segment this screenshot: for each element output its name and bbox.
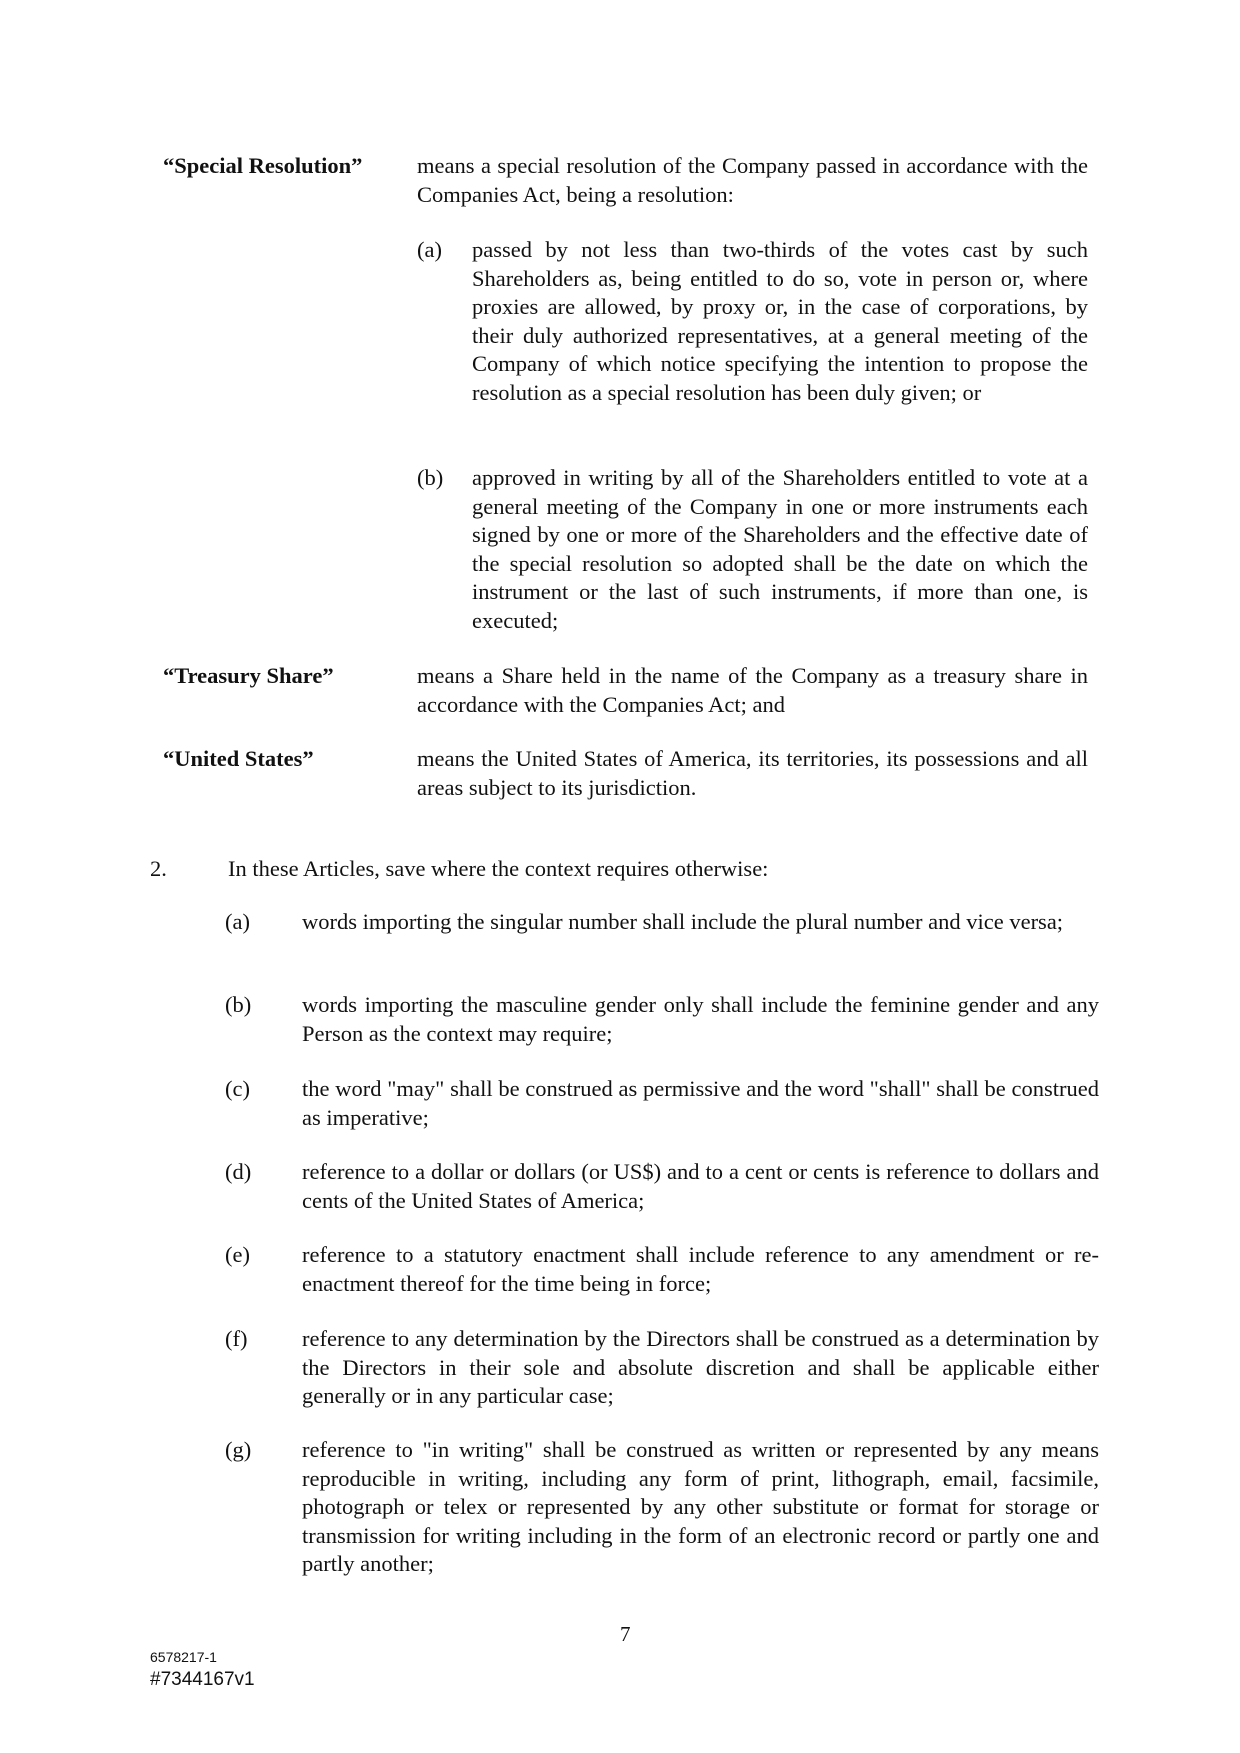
clause-item-text: reference to "in writing" shall be construed as written or represented by any means reproducible in writing, including any form of print, lithograph, email, facsimile, photograph or telex or represented by any other substitute or format for storage or transmission for writing including in the form of an electronic record or partly one and partly another; bbox=[302, 1437, 1099, 1577]
definition-term: “Special Resolution” bbox=[163, 153, 363, 178]
definition-text: means the United States of America, its territories, its possessions and all areas subject to its jurisdiction. bbox=[417, 746, 1088, 800]
sub-item-label: (a) bbox=[417, 237, 442, 262]
clause-item-label: (f) bbox=[225, 1326, 248, 1351]
definition-text: means a Share held in the name of the Company as a treasury share in accordance with the Companies Act; and bbox=[417, 663, 1088, 717]
definition-term: “Treasury Share” bbox=[163, 663, 334, 688]
clause-item-label: (d) bbox=[225, 1159, 252, 1184]
document-id: 6578217-1 bbox=[150, 1649, 217, 1665]
sub-item-text: approved in writing by all of the Shareholders entitled to vote at a general meeting of the Company in one or more instruments each signed by one or more of the Shareholders and the effective date of the special resolution so adopted shall be the date on which the instrument or the last of such instruments, if more than one, is executed; bbox=[472, 465, 1088, 633]
clause-number: 2. bbox=[150, 856, 167, 881]
document-version: #7344167v1 bbox=[150, 1669, 255, 1690]
definition-text: means a special resolution of the Company passed in accordance with the Companies Act, being a resolution: bbox=[417, 153, 1088, 207]
clause-item-text: reference to a statutory enactment shall include reference to any amendment or re-enactment thereof for the time being in force; bbox=[302, 1242, 1099, 1296]
clause-item-text: words importing the singular number shall include the plural number and vice versa; bbox=[302, 909, 1064, 934]
clause-item-text: the word "may" shall be construed as permissive and the word "shall" shall be construed as imperative; bbox=[302, 1076, 1099, 1130]
clause-intro: In these Articles, save where the context requires otherwise: bbox=[228, 856, 769, 881]
sub-item-label: (b) bbox=[417, 465, 444, 490]
clause-item-label: (a) bbox=[225, 909, 250, 934]
sub-item-text: passed by not less than two-thirds of the votes cast by such Shareholders as, being entitled to do so, vote in person or, where proxies are allowed, by proxy or, in the case of corporations, by their duly authorized representatives, at a general meeting of the Company of which notice specifying the intention to propose the resolution as a special resolution has been duly given; or bbox=[472, 237, 1088, 405]
clause-item-text: reference to a dollar or dollars (or US$) and to a cent or cents is reference to dollars and cents of the United States of America; bbox=[302, 1159, 1099, 1213]
clause-item-text: words importing the masculine gender only shall include the feminine gender and any Person as the context may require; bbox=[302, 992, 1099, 1046]
clause-item-label: (e) bbox=[225, 1242, 250, 1267]
page-number: 7 bbox=[620, 1622, 631, 1646]
clause-item-label: (g) bbox=[225, 1437, 252, 1462]
clause-item-label: (c) bbox=[225, 1076, 250, 1101]
clause-item-text: reference to any determination by the Directors shall be construed as a determination by the Directors in their sole and absolute discretion and shall be applicable either generally or in any particular case; bbox=[302, 1326, 1099, 1409]
clause-item-label: (b) bbox=[225, 992, 252, 1017]
definition-term: “United States” bbox=[163, 746, 314, 771]
